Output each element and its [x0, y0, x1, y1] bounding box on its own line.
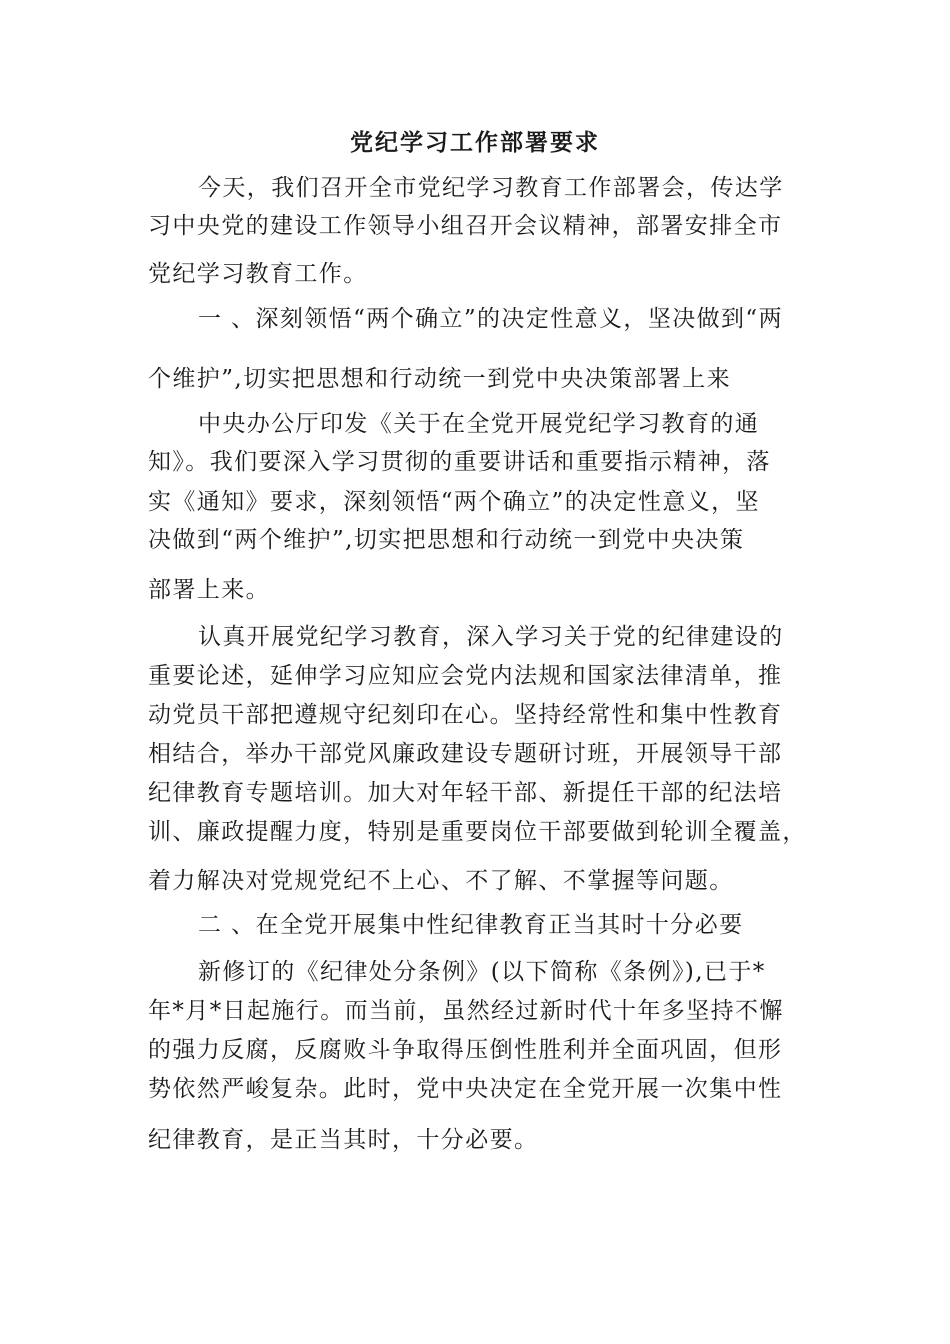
section-heading-line: 一 、深刻领悟“两个确立”的决定性意义，坚决做到“两: [198, 306, 783, 332]
paragraph-line: 势依然严峻复杂。此时，党中央决定在全党开展一次集中性: [148, 1076, 783, 1102]
paragraph-line: 部署上来。: [148, 577, 270, 603]
paragraph-line: 动党员干部把遵规守纪刻印在心。坚持经常性和集中性教育: [148, 702, 783, 728]
paragraph-line: 训、廉政提醒力度，特别是重要岗位干部要做到轮训全覆盖，: [148, 819, 807, 845]
paragraph-line: 新修订的《纪律处分条例》(以下简称《条例》),已于*: [198, 959, 766, 985]
paragraph-line: 纪律教育，是正当其时，十分必要。: [148, 1127, 539, 1153]
paragraph-line: 今天，我们召开全市党纪学习教育工作部署会，传达学: [198, 175, 784, 201]
paragraph-line: 党纪学习教育工作。: [148, 261, 368, 287]
paragraph-line: 习中央党的建设工作领导小组召开会议精神，部署安排全市: [148, 213, 783, 239]
paragraph-line: 着力解决对党规党纪不上心、不了解、不掌握等问题。: [148, 868, 734, 894]
paragraph-line: 相结合，举办干部党风廉政建设专题研讨班，开展领导干部: [148, 741, 783, 767]
section-heading-line: 二 、在全党开展集中性纪律教育正当其时十分必要: [198, 912, 744, 938]
paragraph-line: 重要论述，延伸学习应知应会党内法规和国家法律清单，推: [148, 663, 783, 689]
section-heading-line: 个维护”,切实把思想和行动统一到党中央决策部署上来: [148, 366, 732, 392]
paragraph-line: 纪律教育专题培训。加大对年轻干部、新提任干部的纪法培: [148, 780, 783, 806]
paragraph-line: 实《通知》要求，深刻领悟“两个确立”的决定性意义，坚: [148, 489, 760, 515]
paragraph-line: 知》。我们要深入学习贯彻的重要讲话和重要指示精神，落: [148, 449, 771, 475]
paragraph-line: 中央办公厅印发《关于在全党开展党纪学习教育的通: [198, 411, 760, 437]
paragraph-line: 认真开展党纪学习教育，深入学习关于党的纪律建设的: [198, 624, 784, 650]
paragraph-line: 决做到“两个维护”,切实把思想和行动统一到党中央决策: [148, 527, 745, 553]
document-title: 党纪学习工作部署要求: [350, 129, 600, 156]
paragraph-line: 年*月*日起施行。而当前，虽然经过新时代十年多坚持不懈: [148, 998, 784, 1024]
paragraph-line: 的强力反腐，反腐败斗争取得压倒性胜利并全面巩固，但形: [148, 1037, 783, 1063]
